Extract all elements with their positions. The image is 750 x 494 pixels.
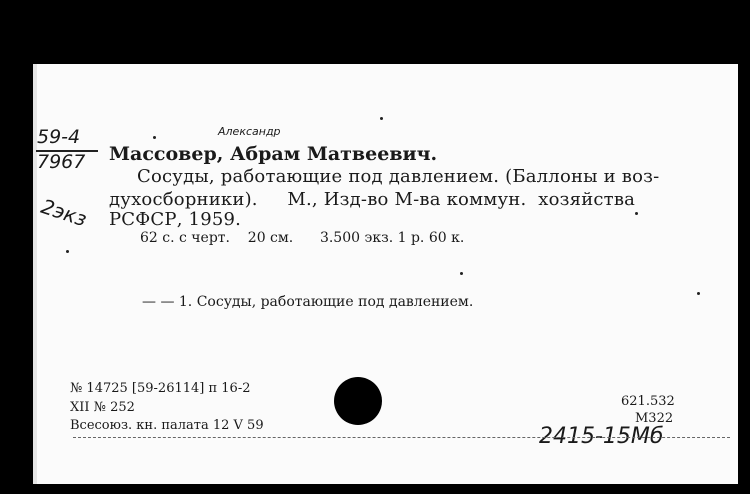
- handwritten-inventory-number: 2415-15Мб: [539, 424, 664, 449]
- handwritten-name: Александр: [218, 125, 281, 138]
- subject-tracing: — — 1. Сосуды, работающие под давлением.: [142, 294, 474, 310]
- author-heading: Массовер, Абрам Матвеевич.: [109, 143, 438, 165]
- bottom-dashed-rule: [73, 437, 730, 438]
- catalog-card: [33, 64, 738, 484]
- scan-speck: [66, 250, 69, 253]
- series-number: XII № 252: [70, 400, 135, 415]
- scan-speck: [460, 272, 463, 275]
- collation: 62 с. с черт. 20 см. 3.500 экз. 1 р. 60 к.: [140, 230, 465, 246]
- scan-speck: [635, 212, 638, 215]
- title-line-2: духосборники). М., Изд-во М-ва коммун. хозяйства: [109, 189, 636, 210]
- classification-udc: 621.532: [621, 394, 675, 409]
- shelf-mark-top: 59-4: [37, 126, 81, 148]
- punch-hole: [334, 377, 382, 425]
- copies-note: 2экз: [38, 194, 90, 232]
- scan-speck: [380, 117, 383, 120]
- scan-speck: [697, 292, 700, 295]
- title-line-3: РСФСР, 1959.: [109, 209, 242, 230]
- record-number: № 14725 [59-26114] п 16-2: [70, 381, 251, 396]
- title-line-1: Сосуды, работающие под давлением. (Баллоны и воз-: [137, 166, 660, 187]
- scan-speck: [153, 136, 156, 139]
- shelf-mark-bottom: 7967: [37, 151, 86, 173]
- classification-author-code: М322: [635, 411, 674, 426]
- issuer-line: Всесоюз. кн. палата 12 V 59: [70, 418, 264, 433]
